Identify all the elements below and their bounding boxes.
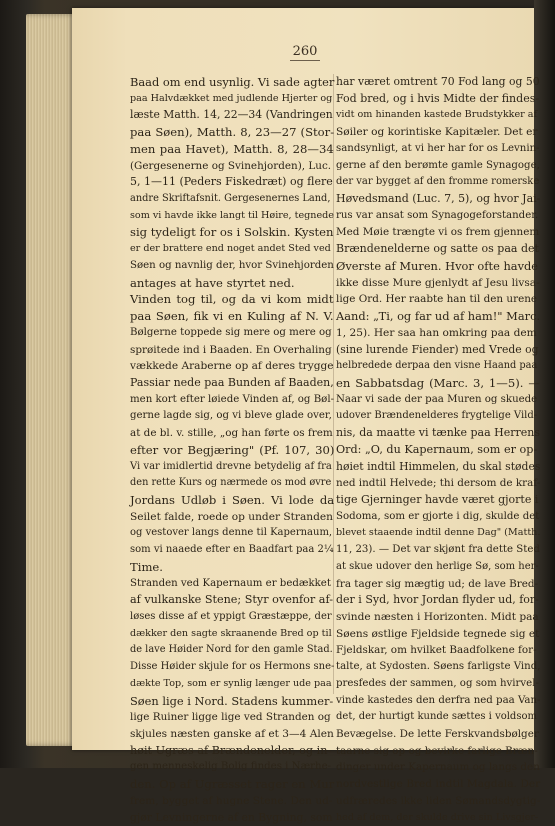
text-line: det, der hurtigt kunde sættes i voldsom [336,711,537,723]
text-line: gerne af den berømte gamle Synagoge, [336,159,540,171]
text-line: Søens østlige Fjeldside tegnede sig et [336,627,540,640]
text-line: Seilet falde, roede op under Stranden [130,510,333,523]
text-line: vækkede Araberne op af deres trygge [130,360,334,373]
text-line: sig tydeligt for os i Solskin. Kysten [130,225,334,240]
text-line: nis, da maatte vi tænke paa Herrens [336,426,540,440]
column-gutter [333,74,334,694]
text-line: frem, bygget af hugne Stene. Den ud- [130,794,333,807]
text-line: taarne sig op og bevirke farlige Bræn- [336,744,538,757]
text-line: Baad om end usynlig. Vi sade agter [130,75,335,89]
text-line: gerne lagde sig, og vi bleve glade over, [130,410,332,422]
text-line: Bølgerne toppede sig mere og mere og [130,326,332,338]
text-line: der var bygget af den fromme romerske [336,176,540,188]
text-line: efter vor Begjæring" (Pf. 107, 30) [130,442,335,457]
text-line: høit Ugræs af Brændenelder, og in- [130,743,332,757]
text-line: 5, 1—11 (Peders Fiskedræt) og flere [130,175,333,189]
text-line: der i Syd, hvor Jordan flyder ud, for- [336,593,539,607]
text-line: udover Brændenelderes frygtelige Vild- [336,410,538,422]
text-line: gjør Levningerne af en Bygning, som [130,810,333,824]
text-line: rus var ansat som Synagogeforstander. [336,209,539,221]
text-line: Fod bred, og i hvis Midte der findes- [336,91,540,105]
text-line: paa Halvdækket med judlende Hjerter og [130,92,333,104]
text-line: de lave Høider Nord for den gamle Stad. [130,644,333,656]
text-line: vinde kastedes den derfra ned paa Van- [336,694,541,706]
text-line: (sine lurende Fiender) med Vrede og [336,342,539,356]
text-line: presfedes der sammen, og som hvirvel- [336,677,539,689]
text-line: som vi naaede efter en Baadfart paa 2¼ [130,544,334,556]
text-line: læste Matth. 14, 22—34 (Vandringen [130,108,333,122]
text-line: men kort efter løiede Vinden af, og Bøl- [130,393,335,405]
text-line: Passiar nede paa Bunden af Baaden, [130,375,334,389]
text-line: er der brattere end noget andet Sted ved [130,243,331,255]
text-line: hed af dem, der skulde drive sin Livsgjer- [336,811,539,823]
text-line: vidt om hinanden kastede Brudstykker af [336,109,538,121]
text-line: Fjeldskar, om hvilket Baadfolkene for- [336,644,537,657]
text-line: Disse Høider skjule for os Hermons sne- [130,661,335,673]
text-line: Stranden ved Kapernaum er bedækket [130,577,331,589]
text-line: at de bl. v. stille, „og han førte os frem [130,427,333,440]
text-line: Ord: „O, du Kapernaum, som er op- [336,442,538,456]
text-line: 11, 23). — Det var skjønt fra dette Sted [336,544,540,556]
text-line: fra tager sig mægtig ud; de lave Bred- [336,577,539,590]
text-line: dækte Top, som er synlig længer ude paa [130,677,332,689]
text-line: den rette Kurs og nærmede os mod øvre [130,477,332,489]
text-line: dinger under Kapernaum og langs den [336,761,540,774]
page-edges [26,14,76,746]
left-text-column [130,74,334,826]
text-line: antages at have styrtet ned. [130,275,295,290]
text-line: paa Søen, fik vi en Kuling af N. V. [130,309,334,324]
text-line: Time. [130,559,163,574]
text-line: Vi var imidlertid drevne betydelig af fra [130,460,332,472]
text-line: løses disse af et yppigt Græstæppe, der [130,611,332,622]
text-line: ned indtil Helvede; thi dersom de kraf- [336,477,541,490]
page-number: 260 [275,44,335,61]
text-line: Søen og navnlig der, hvor Svinehjorden [130,259,334,271]
text-line: helbredede derpaa den visne Haand paa [336,360,538,372]
text-line: som vi havde ikke langt til Høire, tegnede [130,209,334,221]
text-line: (Gergesenerne og Svinehjorden), Luc. [130,159,332,172]
text-line: Sodoma, som er gjorte i dig, skulde det [336,510,540,522]
text-line: Søiler og korintiske Kapitæler. Det er [336,126,538,139]
text-line: Jordans Udløb i Søen. Vi lode da [130,492,335,507]
text-line: svinde næsten i Horizonten. Midt paa [336,611,539,623]
right-text-column [336,74,540,826]
text-line: udfræredes ikke liden Sømandsdygtig- [336,794,541,807]
text-line: nordvestlige Bred indtil Magdala. Der [336,778,541,791]
text-line: Aand: „Ti, og far ud af ham!" Marc. [336,309,541,324]
text-line: tige Gjerninger havde været gjorte i [336,492,539,506]
text-line: Øverste af Muren. Hvor ofte havde [336,258,539,273]
text-line: sprøitede ind i Baaden. En Overhaling [130,343,332,356]
text-line: af vulkanske Stene; Styr ovenfor af- [130,593,333,607]
text-line: har været omtrent 70 Fod lang og 50 [336,75,540,88]
text-line: Naar vi sade der paa Muren og skuede [336,393,538,405]
text-line: gen menneskelig Bolig findes i Nærhe- [130,761,332,773]
text-line: og vestover langs denne til Kapernaum, [130,527,333,539]
text-line: høiet indtil Himmelen, du skal stødes [336,459,541,473]
text-line: skjules næsten ganske af et 3—4 Alen [130,728,334,741]
text-line: lige Ord. Her raabte han til den urene [336,293,538,306]
text-line: lige Ruiner ligge lige ved Stranden og [130,711,331,724]
text-line: talte, at Sydosten. Søens farligste Vind, [336,661,541,673]
text-line: at skue udover den herlige Sø, som her- [336,560,539,572]
text-line: Høvedsmand (Luc. 7, 5), og hvor Jai- [336,192,541,206]
text-line: Vinden tog til, og da vi kom midt [130,292,334,307]
text-line: den. Op af Ugræsset rager en Mur [130,777,335,792]
text-line: ikke disse Mure gjenlydt af Jesu livsa- [336,276,540,289]
text-line: Søen lige i Nord. Stadens kummer- [130,693,334,708]
text-line: Brændenelderne og satte os paa det [336,242,539,256]
text-line: en Sabbatsdag (Marc. 3, 1—5). — [336,375,540,390]
text-line: sandsynligt, at vi her har for os Levnin- [336,142,540,154]
text-line: blevet staaende indtil denne Dag" (Matth. [336,527,541,539]
text-line: 1, 25). Her saa han omkring paa dem [336,326,537,339]
text-line: paa Søen), Matth. 8, 23—27 (Stor- [130,125,335,140]
text-line: men paa Havet), Matth. 8, 28—34 [130,141,334,156]
text-line: dækker den sagte skraanende Bred op til [130,627,332,639]
text-line: Bevægelse. De lette Ferskvandsbølger [336,728,539,741]
text-line: andre Skriftafsnit. Gergesenernes Land, [130,193,331,205]
text-line: Med Møie trængte vi os frem gjennem [336,226,540,239]
